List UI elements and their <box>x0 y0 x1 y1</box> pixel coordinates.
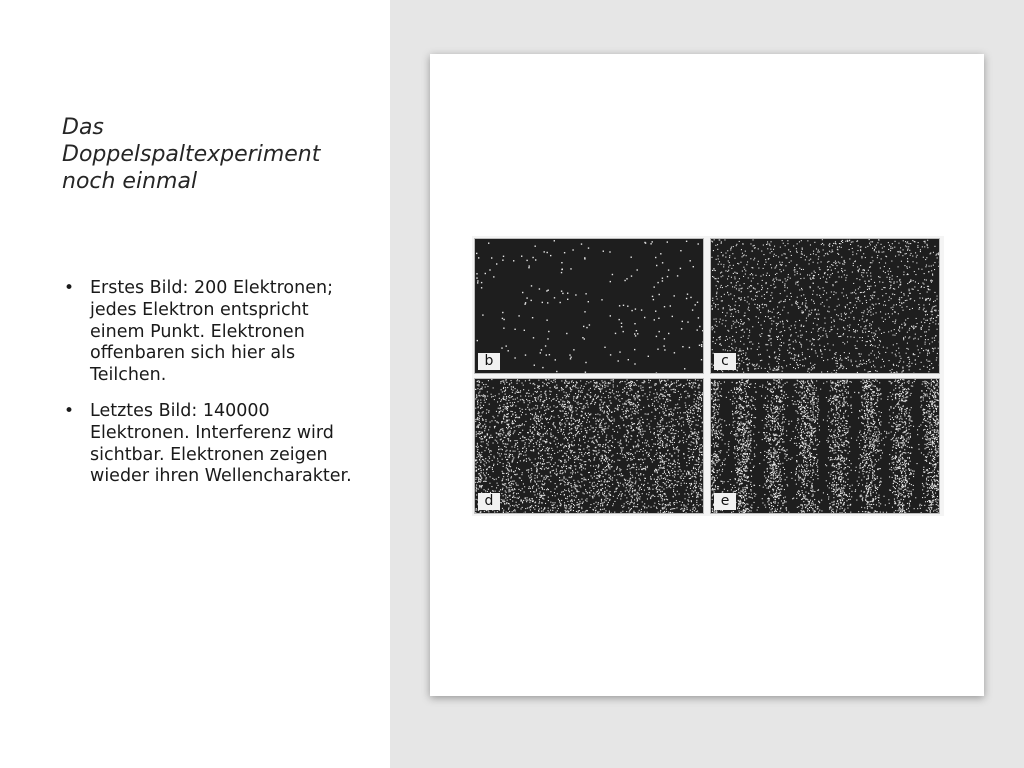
bullet-text: Letztes Bild: 140000 Elektronen. Interferenz wird sichtbar. Elektronen zeigen wieder ihren Wellencharakter. <box>90 400 352 487</box>
bullet-item <box>62 401 362 488</box>
text-panel <box>0 0 390 768</box>
title-line: Das <box>62 115 104 140</box>
bullet-icon: • <box>64 278 75 298</box>
electron-dots-c <box>711 239 939 373</box>
bullet-item <box>62 278 362 387</box>
figure-panel-b <box>474 238 704 374</box>
figure-panel-e <box>710 378 940 514</box>
slide-title <box>62 114 372 195</box>
panel-label-b: b <box>478 353 500 370</box>
figure-panel-d <box>474 378 704 514</box>
bullet-text: Erstes Bild: 200 Elektronen; jedes Elektron entspricht einem Punkt. Elektronen offenbaren sich hier als Teilchen. <box>90 278 333 386</box>
bullet-icon: • <box>64 400 75 421</box>
title-line: Doppelspaltexperiment <box>62 142 321 167</box>
figure-panel-c <box>710 238 940 374</box>
double-slit-figure <box>472 236 944 516</box>
panel-label-c: c <box>714 353 736 370</box>
panel-label-d: d <box>478 493 500 510</box>
figure-card <box>430 54 984 696</box>
title-line: noch einmal <box>62 169 198 194</box>
electron-dots-e <box>711 379 939 513</box>
bullet-list <box>62 278 362 502</box>
electron-dots-b <box>475 239 703 373</box>
panel-label-e: e <box>714 493 736 510</box>
electron-dots-d <box>475 379 703 513</box>
